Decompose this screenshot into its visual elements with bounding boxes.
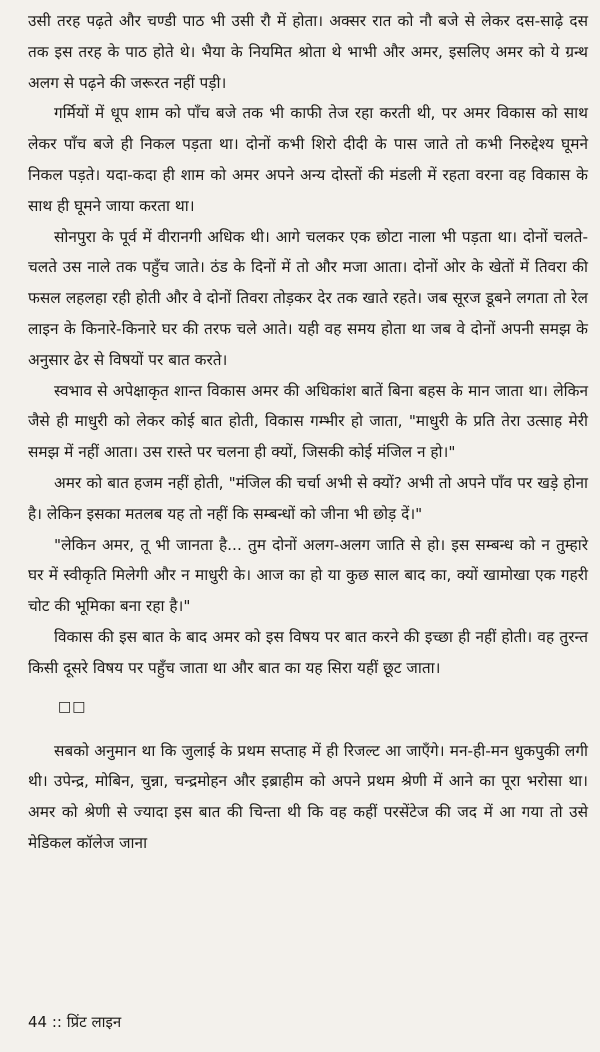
paragraph-3: सोनपुरा के पूर्व में वीरानगी अधिक थी। आगे चलकर एक छोटा नाला भी पड़ता था। दोनों चलते-चलते उस नाले तक पहुँच जाते। ठंड के दिनों में तो और मजा आता। दोनों ओर के खेतों में तिवरा की फसल लहलहा रही होती और वे दोनों तिवरा तोड़कर देर तक खाते रहते। जब सूरज डूबने लगता तो रेल लाइन के किनारे-किनारे घर की तरफ चले आते। यही वह समय होता था जब वे दोनों अपनी समझ के अनुसार ढेर से विषयों पर बात करते। — [28, 227, 588, 369]
paragraph-1: उसी तरह पढ़ते और चण्डी पाठ भी उसी रौ में होता। अक्सर रात को नौ बजे से लेकर दस-साढ़े दस तक इस तरह के पाठ होते थे। भैया के नियमित श्रोता थे भाभी और अमर, इसलिए अमर को ये ग्रन्थ अलग से पढ़ने की जरूरत नहीं पड़ी। — [28, 12, 588, 92]
paragraph-7: विकास की इस बात के बाद अमर को इस विषय पर बात करने की इच्छा ही नहीं होती। वह तुरन्त किसी दूसरे विषय पर पहुँच जाता था और बात का यह सिरा यहीं छूट जाता। — [28, 627, 588, 677]
page-body — [28, 6, 588, 859]
paragraph-6: "लेकिन अमर, तू भी जानता है... तुम दोनों अलग-अलग जाति से हो। इस सम्बन्ध को न तुम्हारे घर में स्वीकृति मिलेगी और न माधुरी के। आज का हो या कुछ साल बाद का, क्यों खामोखा एक गहरी चोट की भूमिका बना रहा है।" — [28, 535, 588, 616]
paragraph-8: सबको अनुमान था कि जुलाई के प्रथम सप्ताह में ही रिजल्ट आ जाएँगे। मन-ही-मन धुकपुकी लगी थी। उपेन्द्र, मोबिन, चुन्ना, चन्द्रमोहन और इब्राहीम को अपने प्रथम श्रेणी में आने का पूरा भरोसा था। अमर को श्रेणी से ज्यादा इस बात की चिन्ता थी कि वह कहीं परसेंटेज की जद में आ गया तो उसे मेडिकल कॉलेज जाना — [28, 741, 588, 852]
paragraph-4: स्वभाव से अपेक्षाकृत शान्त विकास अमर की अधिकांश बातें बिना बहस के मान जाता था। लेकिन जैसे ही माधुरी को लेकर कोई बात होती, विकास गम्भीर हो जाता, "माधुरी के प्रति तेरा उत्साह मेरी समझ में नहीं आता। उस रास्ते पर चलना ही क्यों, जिसकी कोई मंजिल न हो।" — [28, 381, 588, 462]
section-separator: □□ — [58, 698, 87, 715]
paragraph-5: अमर को बात हजम नहीं होती, "मंजिल की चर्चा अभी से क्यों? अभी तो अपने पाँव पर खड़े होना है। लेकिन इसका मतलब यह तो नहीं कि सम्बन्धों को जीना भी छोड़ दें।" — [28, 473, 588, 523]
paragraph-2: गर्मियों में धूप शाम को पाँच बजे तक भी काफी तेज रहा करती थी, पर अमर विकास को साथ लेकर पाँच बजे ही निकल पड़ता था। दोनों कभी शिरो दीदी के पास जाते तो कभी निरुद्देश्य घूमने निकल पड़ते। यदा-कदा ही शाम को अमर अपने अन्य दोस्तों की मंडली में रहता वरना वह विकास के साथ ही घूमने जाया करता था। — [28, 104, 588, 215]
page-footer: 44 :: प्रिंट लाइन — [28, 1013, 122, 1031]
